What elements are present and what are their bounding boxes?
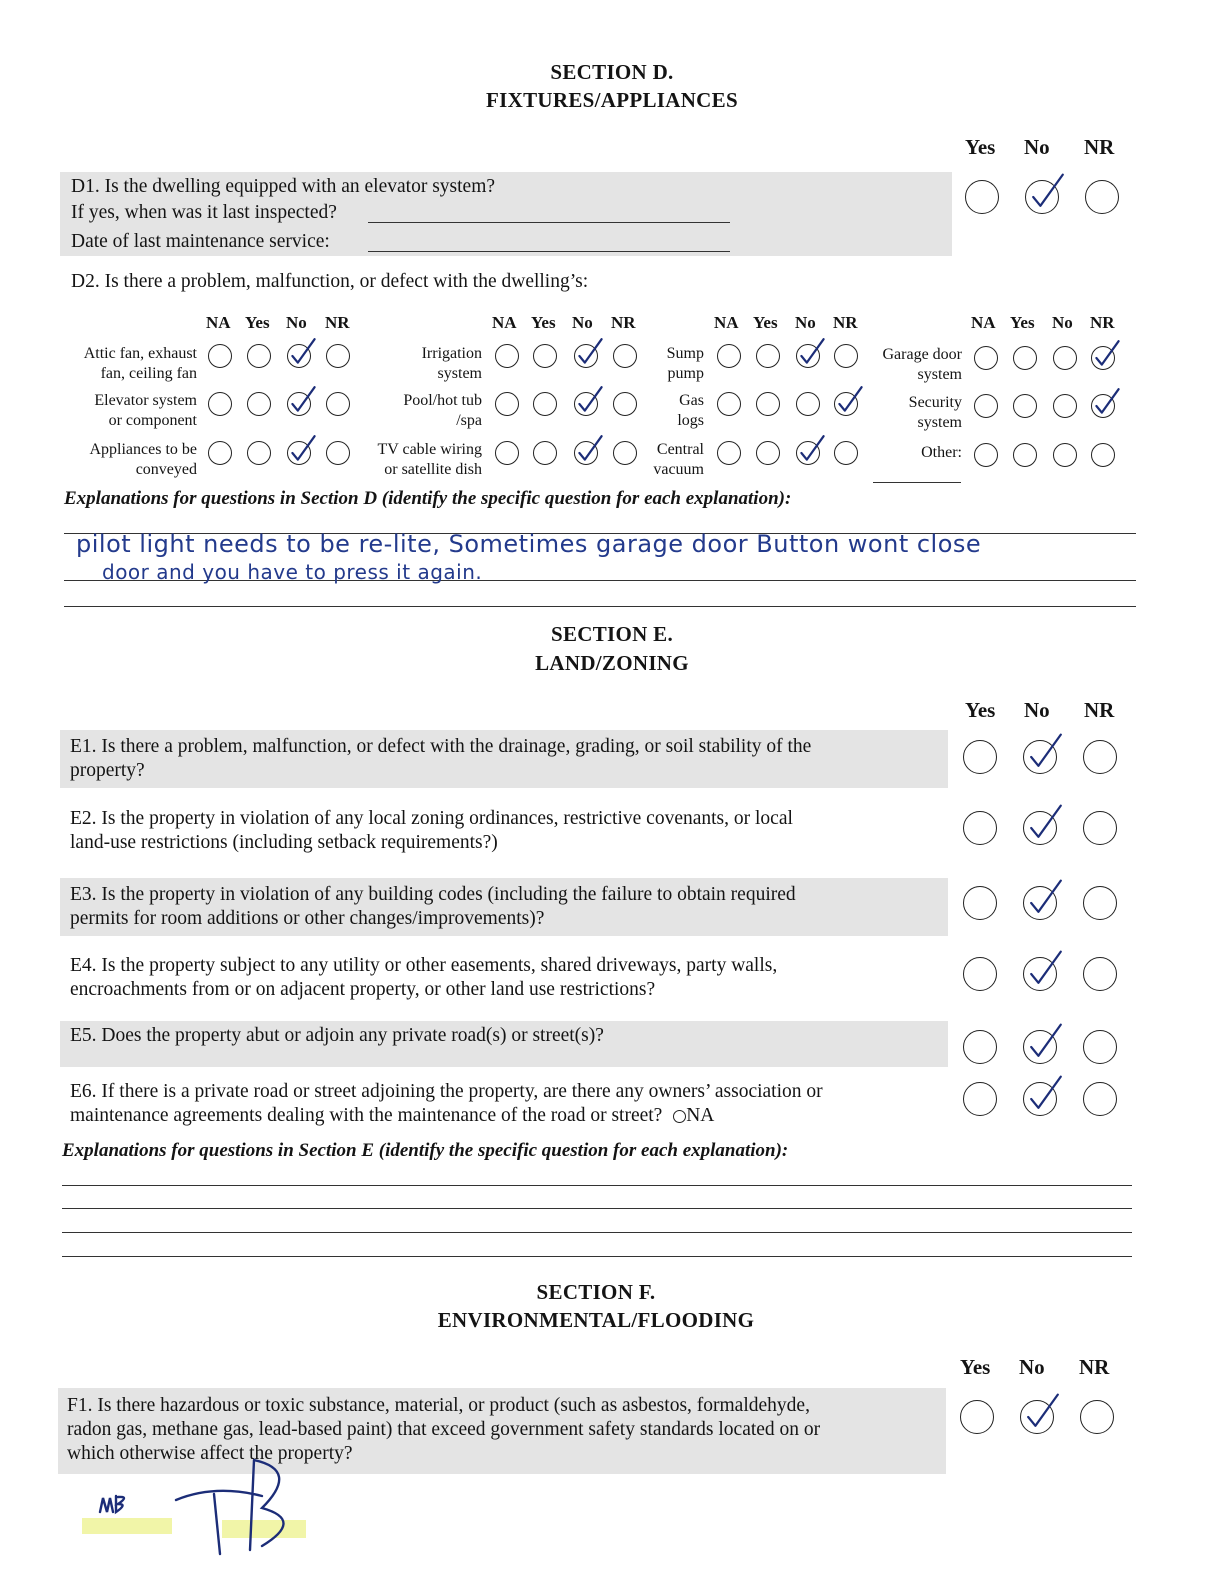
g1-hdr-no: No	[286, 313, 307, 332]
g2-hdr-na: NA	[492, 313, 517, 332]
d2-item-1-checkmark	[292, 339, 314, 362]
initials-mark	[100, 1460, 284, 1554]
e6-line2: maintenance agreements dealing with the maintenance of the road or street?	[70, 1105, 663, 1126]
d1-inspected-label: If yes, when was it last inspected?	[71, 202, 337, 223]
section-d-explanation-prompt: Explanations for questions in Section D (identify the specific question for each explanation):	[64, 488, 792, 509]
g3-hdr-nr: NR	[833, 313, 858, 332]
item-garage-door-line1: Garage door	[882, 346, 962, 363]
item-irrigation-line2: system	[437, 365, 482, 382]
d2-item-10-checkmark	[1096, 341, 1118, 364]
item-other-line1: Other:	[921, 444, 962, 461]
section-e-subheading: LAND/ZONING	[535, 651, 689, 675]
section-e-heading: SECTION E.	[550, 622, 674, 646]
e6-na-label: NA	[686, 1105, 715, 1126]
item-garage-door-line2: system	[917, 366, 962, 383]
section-f-subheading: ENVIRONMENTAL/FLOODING	[437, 1308, 755, 1332]
e2-checkmark	[1031, 806, 1061, 837]
d2-item-5-checkmark	[579, 387, 601, 410]
item-appliances-line1: Appliances to be	[89, 441, 197, 458]
g4-hdr-nr: NR	[1090, 313, 1115, 332]
d2-question: D2. Is there a problem, malfunction, or defect with the dwelling’s:	[71, 271, 589, 292]
f-col-no: No	[1019, 1355, 1045, 1379]
e3-line1: E3. Is the property in violation of any building codes (including the failure to obtain required	[70, 884, 796, 905]
section-f-heading: SECTION F.	[536, 1280, 656, 1304]
seller-initials-tb	[176, 1460, 284, 1554]
g4-hdr-na: NA	[971, 313, 996, 332]
g4-hdr-no: No	[1052, 313, 1073, 332]
e-col-nr: NR	[1084, 698, 1115, 722]
d2-item-4-checkmark	[579, 339, 601, 362]
g2-hdr-yes: Yes	[531, 313, 556, 332]
d1-col-yes: Yes	[965, 135, 996, 159]
item-security-line2: system	[917, 414, 962, 431]
item-tv-cable-line1: TV cable wiring	[377, 441, 482, 458]
e2-line1: E2. Is the property in violation of any local zoning ordinances, restrictive covenants, or local	[70, 808, 793, 829]
section-d-heading: SECTION D.	[550, 60, 674, 84]
d2-item-11-checkmark	[1096, 389, 1118, 412]
e6-checkmark	[1031, 1077, 1061, 1108]
d1-checkmark	[1033, 175, 1063, 206]
section-e-explanation-prompt: Explanations for questions in Section E (identify the specific question for each explanation):	[62, 1140, 789, 1161]
d1-col-no: No	[1024, 135, 1050, 159]
f1-line3: which otherwise affect the property?	[67, 1443, 353, 1464]
e1-checkmark	[1031, 735, 1061, 766]
f1-line2: radon gas, methane gas, lead-based paint) that exceed government safety standards located on or	[67, 1419, 821, 1440]
item-tv-cable-line2: or satellite dish	[384, 461, 482, 478]
e5-checkmark	[1031, 1025, 1061, 1056]
e5-line1: E5. Does the property abut or adjoin any private road(s) or street(s)?	[70, 1025, 604, 1046]
g2-hdr-nr: NR	[611, 313, 636, 332]
f1-line1: F1. Is there hazardous or toxic substance, material, or product (such as asbestos, formaldehyde,	[67, 1395, 810, 1416]
item-irrigation-line1: Irrigation	[421, 345, 482, 362]
item-appliances-line2: conveyed	[135, 461, 197, 478]
e1-line1: E1. Is there a problem, malfunction, or defect with the drainage, grading, or soil stability of the	[70, 736, 812, 757]
e4-line1: E4. Is the property subject to any utility or other easements, shared driveways, party walls,	[70, 955, 778, 976]
f-col-nr: NR	[1079, 1355, 1110, 1379]
e-col-yes: Yes	[965, 698, 996, 722]
e2-line2: land-use restrictions (including setback requirements?)	[70, 832, 498, 853]
item-security-line1: Security	[908, 394, 962, 411]
item-elevator-line2: or component	[108, 412, 197, 429]
e3-line2: permits for room additions or other changes/improvements)?	[70, 908, 545, 929]
f-col-yes: Yes	[960, 1355, 991, 1379]
e3-checkmark	[1031, 881, 1061, 912]
item-pool-line1: Pool/hot tub	[403, 392, 482, 409]
item-attic-fan-line2: fan, ceiling fan	[100, 365, 197, 382]
item-elevator-line1: Elevator system	[94, 392, 197, 409]
section-d-handwritten-line-1: pilot light needs to be re-lite, Sometimes garage door Button wont close	[76, 530, 982, 558]
item-sump-line1: Sump	[666, 345, 704, 362]
g3-hdr-yes: Yes	[753, 313, 778, 332]
buyer-initials-mb	[100, 1496, 124, 1512]
item-sump-line2: pump	[667, 365, 704, 382]
item-pool-line2: /spa	[456, 412, 482, 429]
e1-line2: property?	[70, 760, 145, 781]
d2-item-7-checkmark	[801, 339, 823, 362]
d2-item-2-checkmark	[292, 387, 314, 410]
d2-item-9-checkmark	[801, 436, 823, 459]
e6-line1: E6. If there is a private road or street adjoining the property, are there any owners’ association or	[70, 1081, 823, 1102]
section-d-subheading: FIXTURES/APPLIANCES	[486, 88, 738, 112]
d2-item-3-checkmark	[292, 436, 314, 459]
e-col-no: No	[1024, 698, 1050, 722]
item-attic-fan-line1: Attic fan, exhaust	[83, 345, 197, 362]
e4-line2: encroachments from or on adjacent property, or other land use restrictions?	[70, 979, 656, 1000]
item-central-vacuum-line1: Central	[656, 441, 704, 458]
item-gas-logs-line2: logs	[677, 412, 704, 429]
d2-item-8-checkmark	[839, 387, 861, 410]
g4-hdr-yes: Yes	[1010, 313, 1035, 332]
g1-hdr-yes: Yes	[245, 313, 270, 332]
item-central-vacuum-line2: vacuum	[653, 461, 704, 478]
d2-item-6-checkmark	[579, 436, 601, 459]
item-gas-logs-line1: Gas	[679, 392, 704, 409]
g2-hdr-no: No	[572, 313, 593, 332]
section-d-handwritten-line-2: door and you have to press it again.	[102, 560, 483, 584]
g3-hdr-na: NA	[714, 313, 739, 332]
d1-question: D1. Is the dwelling equipped with an elevator system?	[71, 176, 496, 197]
d1-maintenance-label: Date of last maintenance service:	[71, 231, 330, 252]
d1-col-nr: NR	[1084, 135, 1115, 159]
g1-hdr-na: NA	[206, 313, 231, 332]
g1-hdr-nr: NR	[325, 313, 350, 332]
e4-checkmark	[1031, 952, 1061, 983]
f1-checkmark	[1028, 1395, 1058, 1426]
g3-hdr-no: No	[795, 313, 816, 332]
